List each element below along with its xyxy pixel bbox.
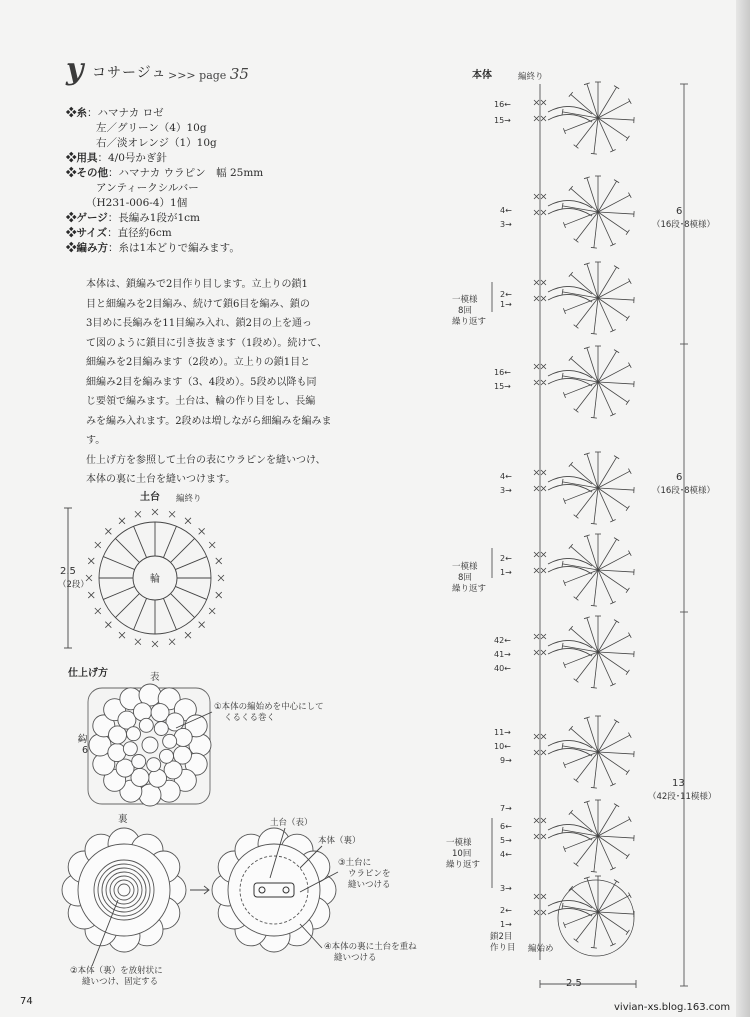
- row-number: 3→: [500, 486, 512, 495]
- start-circle: [558, 880, 634, 956]
- watermark: vivian-xs.blog.163.com: [614, 1002, 731, 1013]
- fan-stitch: [594, 652, 598, 688]
- row-number: 1→: [500, 568, 512, 577]
- fan-stitch-top: [626, 588, 629, 593]
- dim-3-value: 13: [672, 778, 685, 789]
- fan-stitch-top: [626, 506, 629, 511]
- fan-stitch-top: [591, 871, 597, 872]
- row-number: 2←: [500, 290, 512, 299]
- fan-stitch: [594, 488, 598, 524]
- fan-stitch: [563, 376, 598, 382]
- fan-stitch: [563, 292, 598, 298]
- chain-label: 鎖2目 作り目: [490, 932, 516, 953]
- fan-stitch-top: [591, 787, 597, 788]
- base-front-label: 土台（表）: [270, 818, 313, 828]
- step4-text: ④本体の裏に土台を重ね 縫いつける: [324, 942, 417, 963]
- row-number: 15→: [494, 382, 511, 391]
- fan-stitch-top: [628, 733, 631, 738]
- row-number: 7→: [500, 804, 512, 813]
- base-diagram-title: 土台: [140, 492, 160, 503]
- fan-stitch-top: [628, 817, 631, 822]
- fan-stitch-top: [628, 633, 631, 638]
- fan-stitch-top: [562, 479, 563, 485]
- fan-stitch-top: [626, 316, 629, 321]
- fan-stitch-top: [614, 804, 619, 807]
- fan-stitch: [598, 382, 634, 384]
- instructions-text: 本体は、鎖編みで2目作り目します。立上りの鎖1 目と細編みを2目編み、続けて鎖6目を編み、鎖の 3目めに長編みを11目編み入れ、鎖2目の上を通っ て図のように鎖目に引き抜きます（1段め）。続けて、 細編みを2目編みます（2段め）。立上りの鎖1目と 細編み2目を編みます（3、4段め）。5段め以降も同 じ要領で編みます。土台は、輪の作り目をし、長編 みを編み入れます。2段めは増しながら細編みを編みま す。 仕上げ方を参照して土台の表にウラピンを縫いつけ、 本体の裏に土台を縫いつけます。: [86, 279, 332, 485]
- fan-stitch-top: [614, 86, 619, 89]
- fan-stitch-top: [574, 325, 579, 329]
- spec-line: アンティークシルバー: [96, 182, 199, 194]
- fan-stitch-top: [562, 109, 563, 115]
- dim-1-rows: （16段･8模様）: [652, 220, 715, 230]
- fan-stitch-top: [628, 193, 631, 198]
- row-number: 2←: [500, 554, 512, 563]
- fan-stitch-top: [628, 99, 631, 104]
- fan-stitch-top: [626, 930, 629, 935]
- row-number: 1→: [500, 920, 512, 929]
- fan-stitch: [563, 906, 598, 912]
- fan-stitch-top: [562, 743, 563, 749]
- fan-stitch-top: [628, 363, 631, 368]
- fan-stitch: [598, 298, 634, 300]
- pattern-title: コサージュ: [92, 65, 167, 81]
- page-reference: >>> page 35: [168, 65, 249, 83]
- fan-stitch-top: [614, 538, 619, 541]
- spec-line: 右／淡オレンジ（1）10g: [96, 137, 217, 149]
- fan-stitch: [563, 830, 598, 836]
- fan-stitch: [598, 836, 634, 838]
- fan-stitch-top: [628, 551, 631, 556]
- fan-stitch-top: [591, 947, 597, 948]
- step2-text: ②本体（裏）を放射状に 縫いつけ、固定する: [70, 966, 163, 987]
- row-number: 11→: [494, 728, 511, 737]
- base-dim-value: 2.5: [60, 566, 76, 577]
- fan-stitch-top: [626, 770, 629, 775]
- fan-stitch: [594, 836, 598, 872]
- fan-stitch-top: [626, 670, 629, 675]
- dim-2-rows: （16段･8模様）: [652, 486, 715, 496]
- fan-stitch: [594, 212, 598, 248]
- row-number: 40←: [494, 664, 511, 673]
- row-number: 4←: [500, 472, 512, 481]
- base-finish-label: 編終り: [176, 494, 202, 504]
- row-number: 10←: [494, 742, 511, 751]
- row-number: 4←: [500, 850, 512, 859]
- fan-stitch: [598, 118, 634, 120]
- fan-stitch-top: [614, 620, 619, 623]
- fan-stitch: [594, 752, 598, 788]
- pattern-letter: y: [66, 52, 84, 87]
- fan-stitch: [563, 482, 598, 488]
- row-number: 6←: [500, 822, 512, 831]
- row-number: 16←: [494, 100, 511, 109]
- row-number: 4←: [500, 206, 512, 215]
- fan-stitch: [594, 570, 598, 606]
- step3-text: ③土台に ウラピンを 縫いつける: [338, 858, 391, 890]
- fan-stitch: [563, 206, 598, 212]
- fan-stitch-top: [626, 230, 629, 235]
- fan-stitch-top: [574, 597, 579, 601]
- fan-stitch-top: [562, 203, 563, 209]
- fan-stitch: [598, 488, 634, 490]
- fan-stitch-top: [574, 779, 579, 783]
- fan-stitch: [598, 652, 634, 654]
- dim-3-rows: （42段･11模様）: [648, 792, 717, 802]
- spec-line: ❖サイズ：直径約6cm: [66, 227, 172, 239]
- fan-stitch: [563, 746, 598, 752]
- fan-stitch-top: [591, 153, 597, 154]
- fan-stitch-top: [574, 239, 579, 243]
- body-finish-label: 編終り: [518, 72, 544, 82]
- front-label: 表: [150, 672, 160, 683]
- row-number: 9→: [500, 756, 512, 765]
- step1-text: ①本体の編始めを中心にして くるくる巻く: [214, 702, 324, 723]
- fan-stitch-top: [562, 561, 563, 567]
- fan-stitch-top: [591, 417, 597, 418]
- finished-size: 約 6: [78, 734, 89, 756]
- fan-stitch-top: [614, 180, 619, 183]
- fan-stitch-top: [574, 939, 579, 943]
- fan-stitch: [598, 570, 634, 572]
- fan-stitch: [598, 212, 634, 214]
- fan-stitch-top: [614, 350, 619, 353]
- spec-line: ❖編み方：糸は1本どりで編みます。: [66, 242, 240, 254]
- fan-stitch: [594, 118, 598, 154]
- fan-stitch: [563, 112, 598, 118]
- row-number: 1→: [500, 300, 512, 309]
- finishing-title: 仕上げ方: [68, 668, 108, 679]
- row-number: 2←: [500, 906, 512, 915]
- repeat-label-2: 一模様 8回 繰り返す: [452, 562, 487, 594]
- width-dim-label: 2.5: [566, 978, 582, 989]
- row-number: 15→: [494, 116, 511, 125]
- fan-stitch-top: [591, 333, 597, 334]
- fan-stitch-top: [626, 854, 629, 859]
- fan-stitch-top: [614, 266, 619, 269]
- fan-stitch-top: [614, 880, 619, 883]
- fan-stitch-top: [574, 145, 579, 149]
- fan-stitch-top: [591, 687, 597, 688]
- fan-stitch: [563, 646, 598, 652]
- fan-stitch: [598, 752, 634, 754]
- spec-line: ❖糸：ハマナカ ロゼ: [66, 107, 164, 119]
- repeat-label-3: 一模様 10回 繰り返す: [446, 838, 481, 870]
- fan-stitch-top: [626, 400, 629, 405]
- spec-line: 左／グリーン（4）10g: [96, 122, 207, 134]
- fan-stitch: [563, 564, 598, 570]
- fan-stitch-top: [562, 827, 563, 833]
- row-number: 5→: [500, 836, 512, 845]
- fan-stitch-top: [614, 456, 619, 459]
- fan-stitch-top: [628, 279, 631, 284]
- fan-stitch: [594, 298, 598, 334]
- base-center-label: 輪: [150, 574, 160, 585]
- fan-stitch-top: [628, 893, 631, 898]
- fan-stitch: [594, 912, 598, 948]
- fan-stitch-top: [626, 136, 629, 141]
- base-dim-rows: （2段）: [58, 580, 89, 590]
- fan-stitch-top: [591, 247, 597, 248]
- body-start-label: 編始め: [528, 944, 554, 954]
- row-number: 41→: [494, 650, 511, 659]
- dim-2-value: 6: [676, 472, 683, 483]
- spec-line: ❖ゲージ：長編み1段が1cm: [66, 212, 200, 224]
- fan-stitch-top: [628, 469, 631, 474]
- fan-stitch-top: [562, 289, 563, 295]
- row-number: 3→: [500, 884, 512, 893]
- fan-stitch-top: [614, 720, 619, 723]
- fan-stitch-top: [574, 863, 579, 867]
- spec-line: ❖用具：4/0号かぎ針: [66, 152, 167, 164]
- fan-stitch: [594, 382, 598, 418]
- row-number: 42←: [494, 636, 511, 645]
- page-number: 74: [20, 996, 33, 1007]
- fan-stitch-top: [562, 903, 563, 909]
- row-number: 3→: [500, 220, 512, 229]
- fan-stitch-top: [562, 643, 563, 649]
- spec-line: ❖その他：ハマナカ ウラピン 幅 25mm: [66, 167, 264, 179]
- fan-stitch-top: [574, 515, 579, 519]
- fan-stitch-top: [562, 373, 563, 379]
- spec-line: （H231-006-4）1個: [86, 197, 188, 209]
- body-back-label: 本体（裏）: [318, 836, 361, 846]
- back-label: 裏: [118, 814, 128, 825]
- fan-stitch-top: [574, 679, 579, 683]
- body-chart-title: 本体: [472, 70, 492, 81]
- fan-stitch-top: [591, 523, 597, 524]
- repeat-label-1: 一模様 8回 繰り返す: [452, 295, 487, 327]
- fan-stitch-top: [591, 605, 597, 606]
- dim-1-value: 6: [676, 206, 683, 217]
- fan-stitch-top: [574, 409, 579, 413]
- fan-stitch: [598, 912, 634, 914]
- row-number: 16←: [494, 368, 511, 377]
